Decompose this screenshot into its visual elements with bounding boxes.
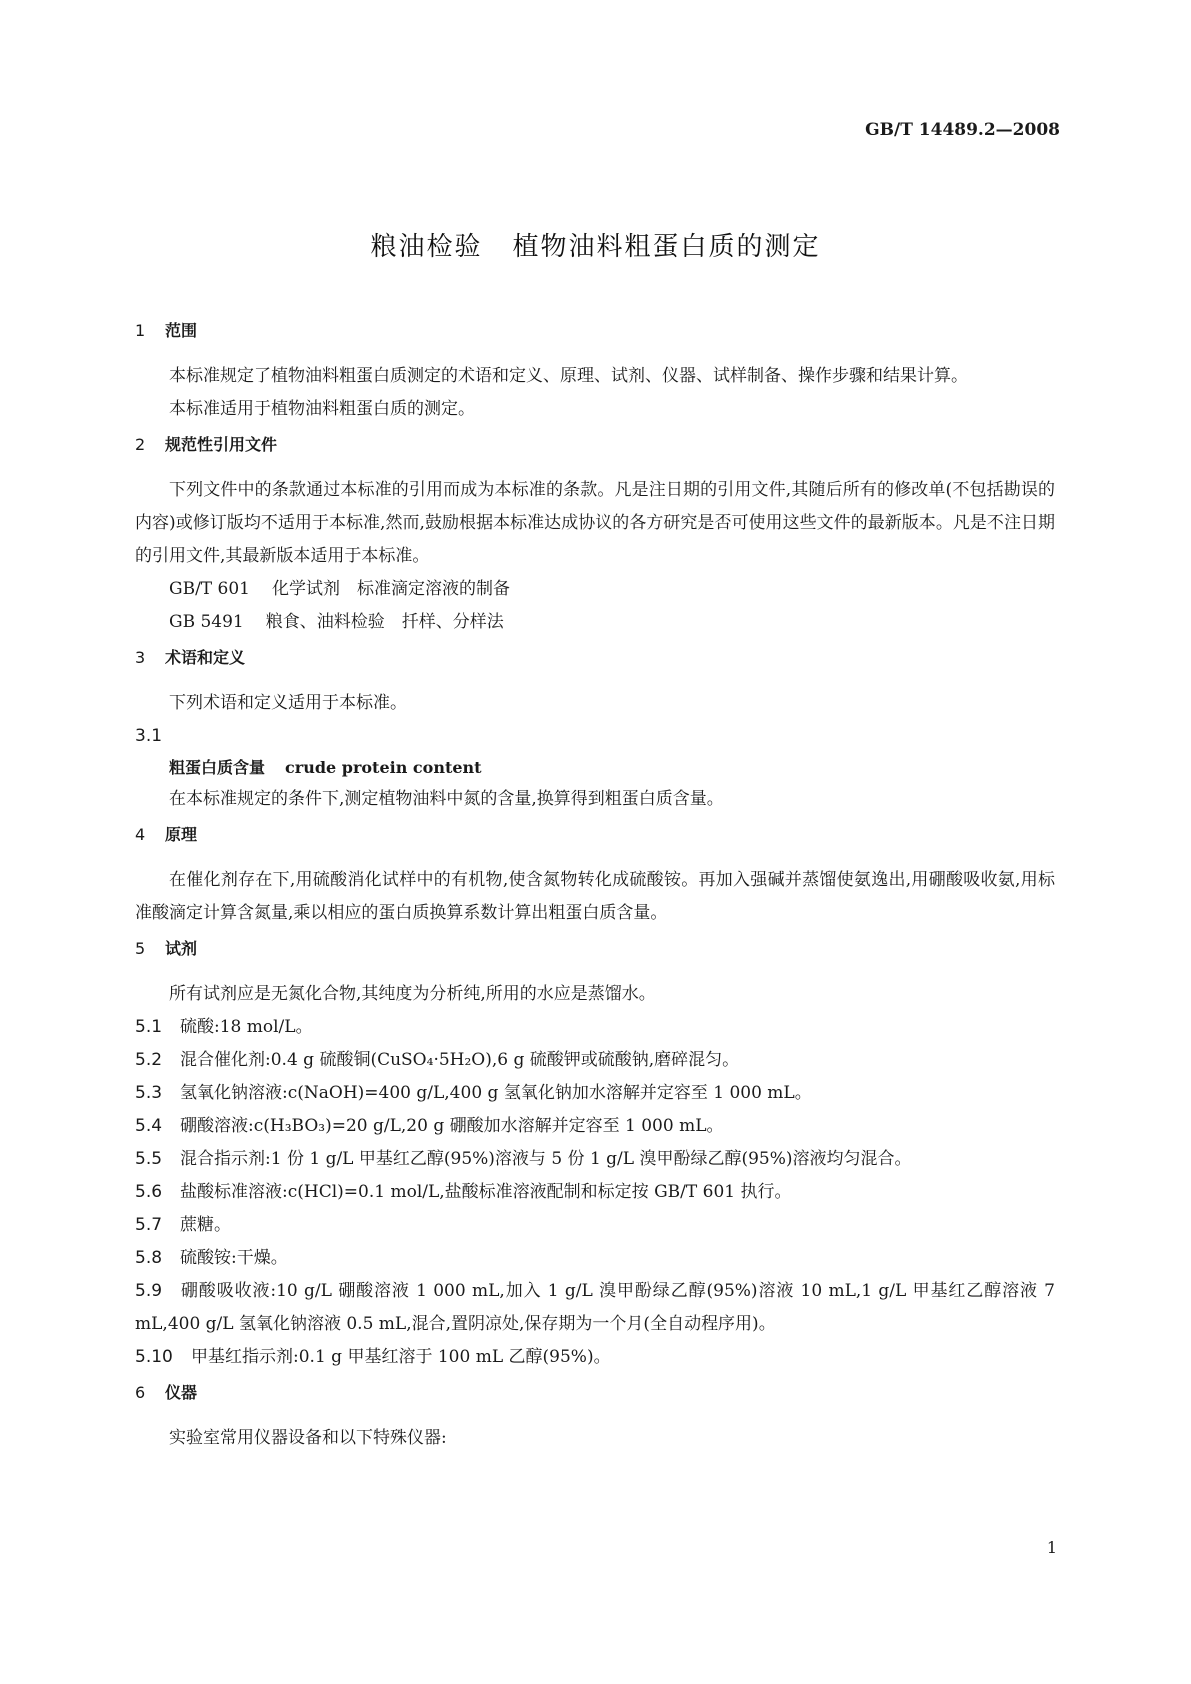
reagent-item-5-9: 5.9 硼酸吸收液:10 g/L 硼酸溶液 1 000 mL,加入 1 g/L 溴甲酚绿乙醇(95%)溶液 10 mL,1 g/L 甲基红乙醇溶液 7 mL,400 g/L 氢氧化钠溶液 0.5 mL,混合,置阴凉处,保存期为一个月(全自动程序用)。 — [135, 1281, 1055, 1334]
section-number: 6 — [135, 1383, 146, 1402]
section-5-paragraph-1: 所有试剂应是无氮化合物,其纯度为分析纯,所用的水应是蒸馏水。 — [169, 984, 656, 1004]
reagent-item-5-8: 5.8 硫酸铵:干燥。 — [135, 1248, 288, 1268]
reagent-item-5-4: 5.4 硼酸溶液:c(H₃BO₃)=20 g/L,20 g 硼酸加水溶解并定容至 1 000 mL。 — [135, 1116, 724, 1136]
term-entry — [135, 753, 1055, 783]
normative-reference — [135, 573, 1055, 606]
reagent-item-5-7: 5.7 蔗糖。 — [135, 1215, 231, 1235]
reagent-item-5-3: 5.3 氢氧化钠溶液:c(NaOH)=400 g/L,400 g 氢氧化钠加水溶解并定容至 1 000 mL。 — [135, 1083, 812, 1103]
document-title — [0, 226, 1191, 263]
title-part-2: 植物油料粗蛋白质的测定 — [512, 232, 821, 262]
subclause-3-1-number: 3.1 — [135, 726, 163, 746]
section-4-heading — [135, 824, 1055, 846]
section-1-paragraph-2: 本标准适用于植物油料粗蛋白质的测定。 — [169, 399, 475, 419]
reagent-item-5-10: 5.10 甲基红指示剂:0.1 g 甲基红溶于 100 mL 乙醇(95%)。 — [135, 1347, 611, 1367]
section-title: 术语和定义 — [165, 648, 246, 667]
section-title: 试剂 — [165, 939, 198, 958]
term-chinese: 粗蛋白质含量 — [169, 758, 266, 777]
section-number: 2 — [135, 435, 146, 454]
term-english: crude protein content — [285, 758, 482, 777]
reference-title: 化学试剂 标准滴定溶液的制备 — [272, 579, 510, 599]
page-number: 1 — [1046, 1538, 1057, 1557]
section-2-heading — [135, 434, 1055, 456]
section-title: 仪器 — [165, 1383, 198, 1402]
normative-reference — [135, 606, 1055, 639]
section-2-paragraph-1: 下列文件中的条款通过本标准的引用而成为本标准的条款。凡是注日期的引用文件,其随后所有的修改单(不包括勘误的内容)或修订版均不适用于本标准,然而,鼓励根据本标准达成协议的各方研究是否可使用这些文件的最新版本。凡是不注日期的引用文件,其最新版本适用于本标准。 — [135, 480, 1055, 566]
title-part-1: 粮油检验 — [370, 232, 483, 262]
section-3-paragraph-1: 下列术语和定义适用于本标准。 — [169, 693, 407, 713]
reagent-item-5-1: 5.1 硫酸:18 mol/L。 — [135, 1017, 313, 1037]
standard-code: GB/T 14489.2—2008 — [865, 120, 1060, 140]
section-3-heading — [135, 647, 1055, 669]
document-body — [135, 320, 1055, 1455]
reagent-item-5-6: 5.6 盐酸标准溶液:c(HCl)=0.1 mol/L,盐酸标准溶液配制和标定按 GB/T 601 执行。 — [135, 1182, 792, 1202]
section-6-heading — [135, 1382, 1055, 1404]
section-number: 1 — [135, 321, 146, 340]
reference-code: GB/T 601 — [169, 579, 250, 599]
section-6-paragraph-1: 实验室常用仪器设备和以下特殊仪器: — [169, 1428, 447, 1448]
section-5-heading — [135, 938, 1055, 960]
section-number: 4 — [135, 825, 146, 844]
reference-code: GB 5491 — [169, 612, 244, 632]
section-number: 3 — [135, 648, 146, 667]
reagent-item-5-5: 5.5 混合指示剂:1 份 1 g/L 甲基红乙醇(95%)溶液与 5 份 1 g/L 溴甲酚绿乙醇(95%)溶液均匀混合。 — [135, 1149, 912, 1169]
section-title: 原理 — [165, 825, 198, 844]
reagent-item-5-2: 5.2 混合催化剂:0.4 g 硫酸铜(CuSO₄·5H₂O),6 g 硫酸钾或硫酸钠,磨碎混匀。 — [135, 1050, 740, 1070]
section-1-heading — [135, 320, 1055, 342]
term-definition: 在本标准规定的条件下,测定植物油料中氮的含量,换算得到粗蛋白质含量。 — [169, 789, 724, 809]
reference-title: 粮食、油料检验 扦样、分样法 — [265, 612, 504, 632]
section-title: 规范性引用文件 — [165, 435, 278, 454]
section-4-paragraph-1: 在催化剂存在下,用硫酸消化试样中的有机物,使含氮物转化成硫酸铵。再加入强碱并蒸馏使氨逸出,用硼酸吸收氨,用标准酸滴定计算含氮量,乘以相应的蛋白质换算系数计算出粗蛋白质含量。 — [135, 870, 1055, 923]
section-number: 5 — [135, 939, 146, 958]
section-title: 范围 — [165, 321, 198, 340]
section-1-paragraph-1: 本标准规定了植物油料粗蛋白质测定的术语和定义、原理、试剂、仪器、试样制备、操作步骤和结果计算。 — [169, 366, 968, 386]
